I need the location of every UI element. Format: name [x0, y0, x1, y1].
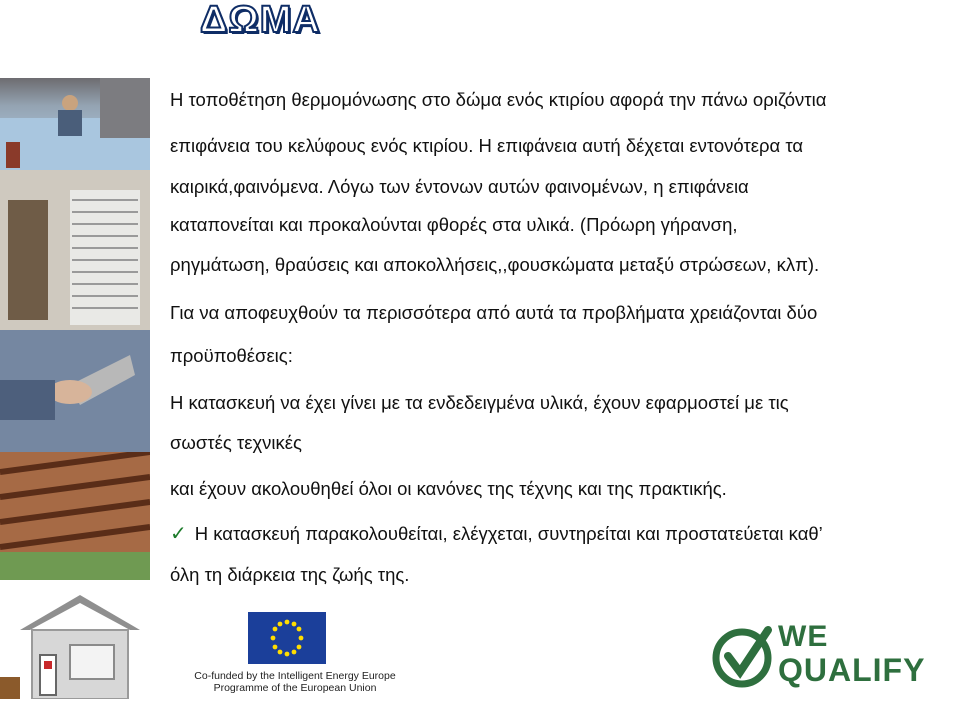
- text-line: Η κατασκευή να έχει γίνει με τα ενδεδειγμένα υλικά, έχουν εφαρμοστεί με τις: [170, 392, 789, 413]
- shutters-photo: [0, 170, 150, 330]
- logo-text-we: WE: [778, 620, 829, 653]
- cofunding-line: Programme of the European Union: [213, 682, 377, 694]
- text-line: καταπονείται και προκαλούνται φθορές στα υλικά. (Πρόωρη γήρανση,: [170, 214, 738, 235]
- eu-flag-logo: [248, 612, 326, 664]
- text-line: όλη τη διάρκεια της ζωής της.: [170, 564, 410, 585]
- checklist-item: [170, 524, 823, 544]
- house-illustration: [0, 585, 150, 699]
- plastering-photo: [0, 330, 150, 452]
- text-line: καιρικά,φαινόμενα. Λόγω των έντονων αυτών φαινομένων, η επιφάνεια: [170, 176, 749, 197]
- text-line: προϋποθέσεις:: [170, 345, 293, 366]
- text-line: και έχουν ακολουθηθεί όλοι οι κανόνες της τέχνης και της πρακτικής.: [170, 478, 727, 499]
- text-line: ρηγμάτωση, θραύσεις και αποκολλήσεις,,φουσκώματα μεταξύ στρώσεων, κλπ).: [170, 254, 820, 275]
- text-line: Η κατασκευή παρακολουθείται, ελέγχεται, συντηρείται και προστατεύεται καθ’: [194, 523, 823, 544]
- logo-text-qualify: QUALIFY: [778, 652, 926, 688]
- cofunding-caption: [180, 670, 410, 694]
- text-line: Η τοποθέτηση θερμομόνωσης στο δώμα ενός κτιρίου αφορά την πάνω οριζόντια: [170, 89, 827, 110]
- page-title: ΔΩΜΑ: [200, 0, 321, 41]
- rooftop-insulation-photo: [0, 78, 150, 170]
- checkmark-icon: ✓: [170, 523, 187, 545]
- pergola-photo: [0, 452, 150, 580]
- text-line: Για να αποφευχθούν τα περισσότερα από αυτά τα προβλήματα χρειάζονται δύο: [170, 302, 818, 323]
- text-line: επιφάνεια του κελύφους ενός κτιρίου. Η επιφάνεια αυτή δέχεται εντονότερα τα: [170, 135, 804, 156]
- cofunding-line: Co-funded by the Intelligent Energy Europe: [194, 670, 396, 682]
- text-line: σωστές τεχνικές: [170, 432, 302, 453]
